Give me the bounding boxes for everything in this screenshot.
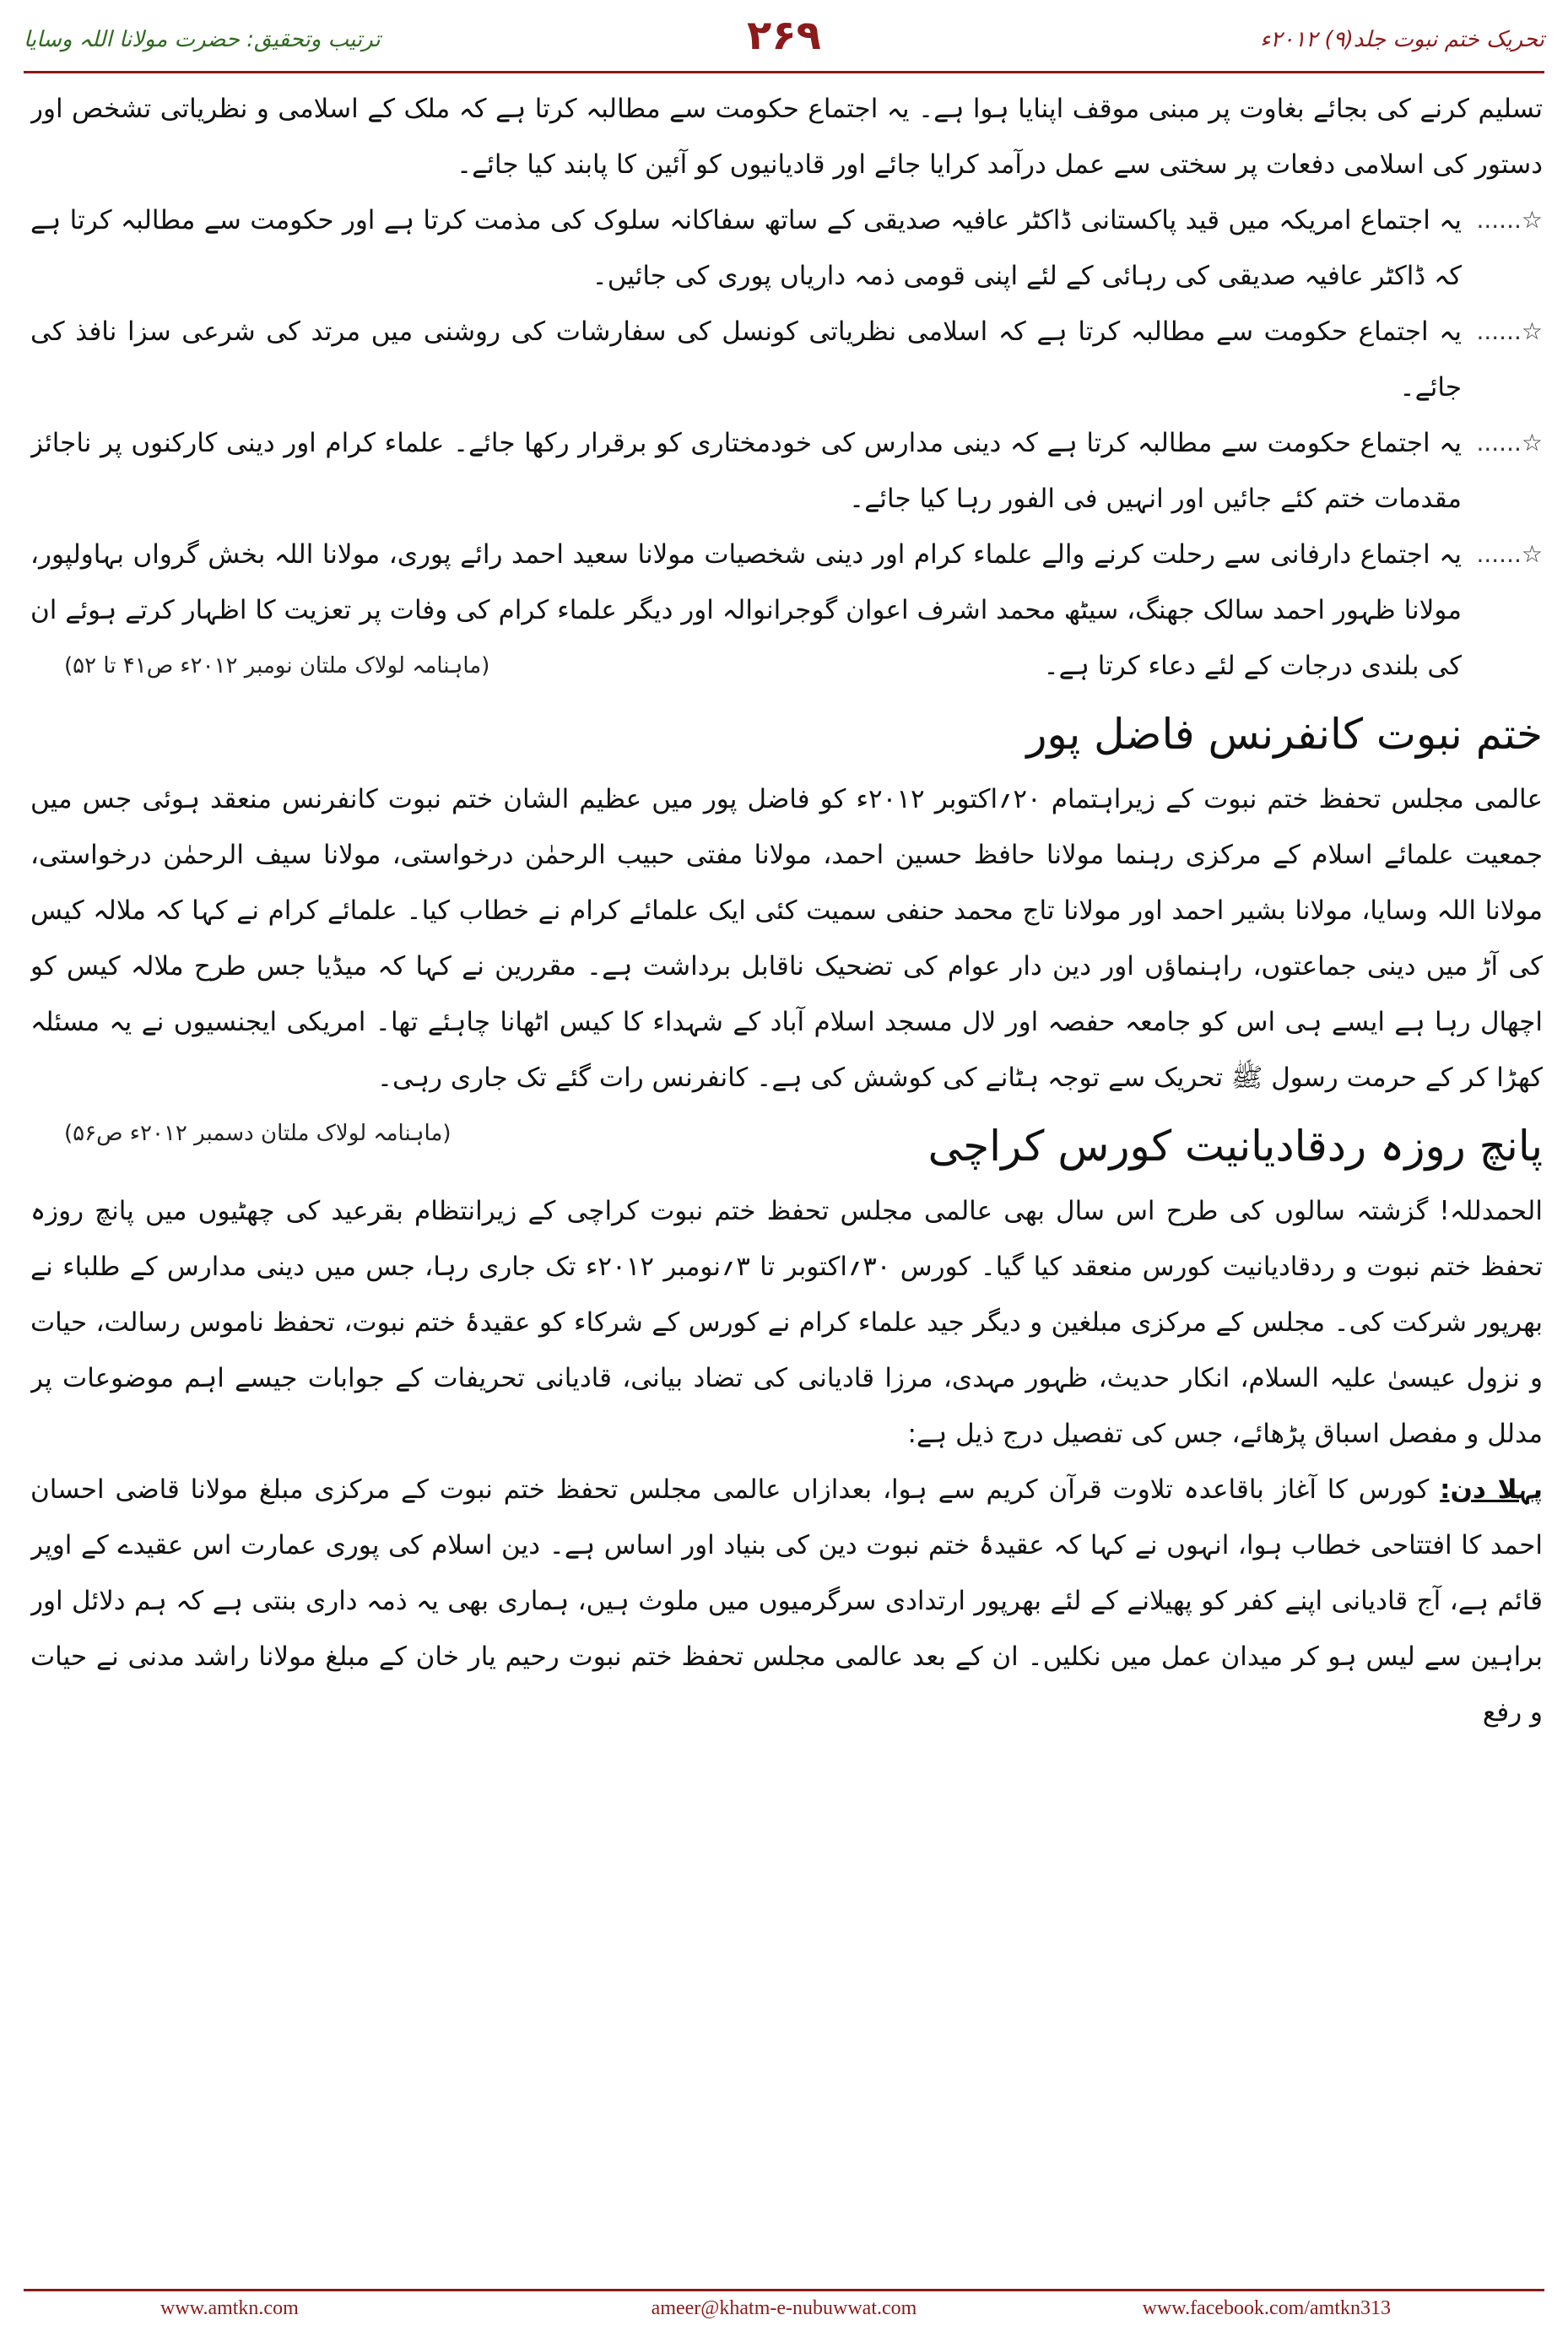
- resolution-text: یہ اجتماع امریکہ میں قید پاکستانی ڈاکٹر عافیہ صدیقی کے ساتھ سفاکانہ سلوک کی مذمت کرتا ہے اور حکومت سے مطالبہ کرتا ہے کہ ڈاکٹر عافیہ صدیقی کی رہائی کے لئے اپنی قومی ذمہ داریاں پوری کی جائیں۔: [30, 205, 1462, 291]
- source-citation: (ماہنامہ لولاک ملتان دسمبر ۲۰۱۲ء ص۵۶): [64, 1121, 451, 1146]
- source-citation: (ماہنامہ لولاک ملتان نومبر ۲۰۱۲ء ص۴۱ تا ۵۲): [64, 653, 490, 679]
- section-body: کورس کا آغاز باقاعدہ تلاوت قرآن کریم سے ہوا، بعدازاں عالمی مجلس تحفظ ختم نبوت کے مرکزی مبلغ مولانا قاضی احسان احمد کا افتتاحی خطاب ہوا، انہوں نے کہا کہ عقیدۂ ختم نبوت دین کی بنیاد اور اساس ہے۔ دین اسلام کی پوری عمارت اس عقیدے کے اوپر قائم ہے، آج قادیانی اپنے کفر کو پھیلانے کے لئے بھرپور ارتدادی سرگرمیوں میں ملوث ہیں، ہماری بھی یہ ذمہ داری بنتی ہے کہ ہم دلائل اور براہین سے لیس ہو کر میدان عمل میں نکلیں۔ ان کے بعد عالمی مجلس تحفظ ختم نبوت رحیم یار خان کے مبلغ مولانا راشد مدنی نے حیات و رفع: [30, 1474, 1543, 1728]
- footer-divider: [24, 2289, 1544, 2291]
- resolution-item: [30, 527, 1543, 694]
- page-footer: [0, 2297, 1568, 2331]
- resolution-text: یہ اجتماع دارفانی سے رحلت کرنے والے علماء کرام اور دینی شخصیات مولانا سعید احمد رائے پوری، مولانا اللہ بخش گرواں بہاولپور، مولانا ظہور احمد سالک جھنگ، سیٹھ محمد اشرف اعوان گوجرانوالہ اور دیگر علماء کرام کی وفات پر تعزیت کا اظہار کرتے ہوئے ان کی بلندی درجات کے لئے دعاء کرتا ہے۔: [30, 539, 1462, 681]
- day-label: پہلا دن:: [1440, 1474, 1543, 1505]
- resolution-item: [30, 415, 1543, 527]
- star-bullet-icon: ☆......: [1476, 429, 1543, 457]
- email-link[interactable]: ameer@khatm-e-nubuwwat.com: [651, 2297, 917, 2319]
- star-bullet-icon: ☆......: [1476, 206, 1543, 234]
- book-series-title: تحریک ختم نبوت جلد(۹) ۲۰۱۲ء: [1260, 27, 1544, 52]
- editor-credit: ترتیب وتحقیق: حضرت مولانا اللہ وسایا: [24, 27, 381, 52]
- section-heading: ختم نبوت کانفرنس فاضل پور: [1026, 710, 1543, 759]
- section-heading: پانچ روزہ ردقادیانیت کورس کراچی: [927, 1122, 1543, 1171]
- header-divider: [24, 71, 1544, 73]
- star-bullet-icon: ☆......: [1476, 540, 1543, 568]
- resolution-text: یہ اجتماع حکومت سے مطالبہ کرتا ہے کہ اسلامی نظریاتی کونسل کی سفارشات کی روشنی میں مرتد کی شرعی سزا نافذ کی جائے۔: [30, 316, 1462, 403]
- page-number: ۲۶۹: [747, 12, 821, 59]
- resolution-item: [30, 304, 1543, 415]
- resolution-item: [30, 192, 1543, 304]
- page-header: [24, 12, 1544, 66]
- section-body: الحمدللہ! گزشتہ سالوں کی طرح اس سال بھی عالمی مجلس تحفظ ختم نبوت کراچی کے زیرانتظام بقرعید کی چھٹیوں میں پانچ روزہ تحفظ ختم نبوت و ردقادیانیت کورس منعقد کیا گیا۔ کورس ۳۰؍اکتوبر تا ۳؍نومبر ۲۰۱۲ء تک جاری رہا، جس میں دینی مدارس کے طلباء نے بھرپور شرکت کی۔ مجلس کے مرکزی مبلغین و دیگر جید علماء کرام نے کورس کے شرکاء کو عقیدۂ ختم نبوت، تحفظ ناموس رسالت، حیات و نزول عیسیٰ علیہ السلام، انکار حدیث، ظہور مہدی، مرزا قادیانی کی تضاد بیانی، قادیانی تحریفات کے جوابات جیسے اہم موضوعات پر مدلل و مفصل اسباق پڑھائے، جس کی تفصیل درج ذیل ہے:: [30, 1196, 1543, 1449]
- website-link[interactable]: www.amtkn.com: [160, 2297, 299, 2319]
- intro-paragraph: تسلیم کرنے کی بجائے بغاوت پر مبنی موقف اپنایا ہوا ہے۔ یہ اجتماع حکومت سے مطالبہ کرتا ہے کہ ملک کے اسلامی و نظریاتی تشخص اور دستور کی اسلامی دفعات پر سختی سے عمل درآمد کرایا جائے اور قادیانیوں کو آئین کا پابند کیا جائے۔: [30, 94, 1543, 180]
- facebook-link[interactable]: www.facebook.com/amtkn313: [1142, 2297, 1391, 2319]
- section-body: عالمی مجلس تحفظ ختم نبوت کے زیراہتمام ۲۰؍اکتوبر ۲۰۱۲ء کو فاضل پور میں عظیم الشان ختم نبوت کانفرنس منعقد ہوئی جس میں جمعیت علمائے اسلام کے مرکزی رہنما مولانا حافظ حسین احمد، مولانا مفتی حبیب الرحمٰن درخواستی، مولانا سیف الرحمٰن درخواستی، مولانا اللہ وسایا، مولانا بشیر احمد اور مولانا تاج محمد حنفی سمیت کئی ایک علمائے کرام نے خطاب کیا۔ علمائے کرام نے کہا کہ ملالہ کیس کی آڑ میں دینی جماعتوں، راہنماؤں اور دین دار عوام کی تضحیک ناقابل برداشت ہے۔ مقررین نے کہا کہ میڈیا جس طرح ملالہ کیس کو اچھال رہا ہے ایسے ہی اس کو جامعہ حفصہ اور لال مسجد اسلام آباد کے شہداء کا کیس اٹھانا چاہئے تھا۔ امریکی ایجنسیوں نے یہ مسئلہ کھڑا کر کے حرمت رسول ﷺ تحریک سے توجہ ہٹانے کی کوشش کی ہے۔ کانفرنس رات گئے تک جاری رہی۔: [30, 784, 1543, 1093]
- star-bullet-icon: ☆......: [1476, 317, 1543, 345]
- page-content: [30, 81, 1543, 2283]
- resolution-text: یہ اجتماع حکومت سے مطالبہ کرتا ہے کہ دینی مدارس کی خودمختاری کو برقرار رکھا جائے۔ علماء کرام اور دینی کارکنوں پر ناجائز مقدمات ختم کئے جائیں اور انہیں فی الفور رہا کیا جائے۔: [30, 428, 1462, 514]
